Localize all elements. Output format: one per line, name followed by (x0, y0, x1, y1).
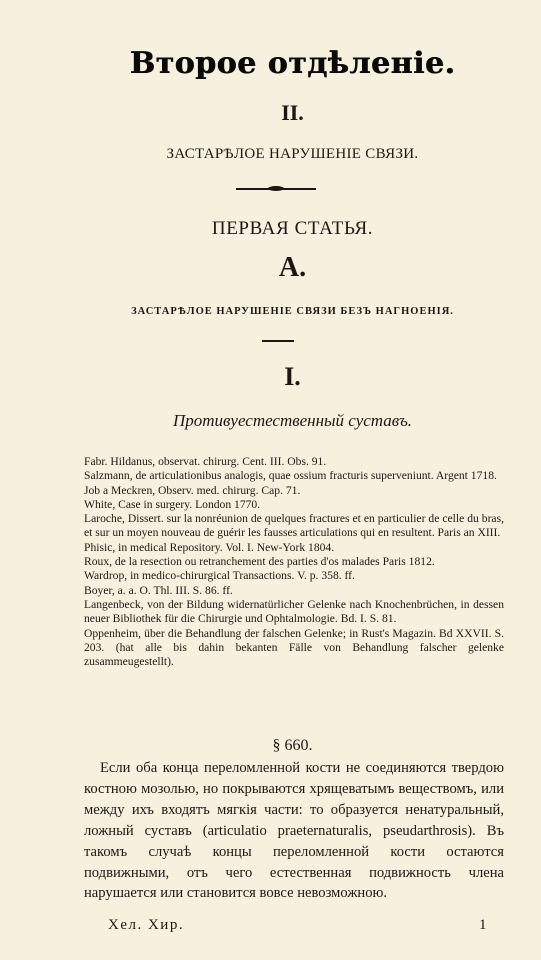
page-footer (108, 917, 488, 934)
reference-item: Oppenheim, über die Behandlung der falschen Gelenke; in Rust's Magazin. Bd XXVII. S. 203. (hat alle bis dahin bekanten Fälle von Behandlung falscher gelenke zusammeugestellt). (84, 626, 504, 669)
paragraph-number: § 660. (272, 737, 313, 754)
short-rule (262, 340, 294, 342)
reference-item: Roux, de la resection ou retranchement des parties d'os malades Paris 1812. (84, 555, 435, 569)
reference-item: Langenbeck, von der Bildung widernatürlicher Gelenke nach Knochenbrüchen, in dessen neuer Bibliothek für die Chirurgie und Ophtalmologie. Bd. I. S. 81. (84, 597, 504, 626)
footer-signature: Хел. Хир. (108, 917, 185, 933)
reference-item: Salzmann, de articulationibus analogis, quae ossium fracturis superveniunt. Argent 1718. (84, 469, 497, 483)
reference-list (84, 455, 504, 669)
letter-a-heading: А. (278, 252, 307, 283)
reference-item: Phisic, in medical Repository. Vol. I. New-York 1804. (84, 540, 335, 554)
reference-item: Wardrop, in medico-chirurgical Transactions. V. p. 358. ff. (84, 569, 355, 583)
reference-item: Laroche, Dissert. sur la nonréunion de quelques fractures et en particulier de celle du bras, et sur un moyen nouveau de guérir les fausses articulations qui en resultent. Paris an XIII. (84, 512, 504, 540)
section-subtitle: ЗАСТАРѢЛОЕ НАРУШЕНІЕ СВЯЗИ. (166, 146, 419, 162)
reference-item: White, Case in surgery. London 1770. (84, 497, 261, 511)
reference-item: Job a Meckren, Observ. med. chirurg. Cap. 71. (84, 483, 301, 497)
reference-item: Fabr. Hildanus, observat. chirurg. Cent. III. Obs. 91. (84, 455, 327, 468)
article-subtitle: ЗАСТАРѢЛОЕ НАРУШЕНІЕ СВЯЗИ БЕЗЪ НАГНОЕНІЯ. (131, 306, 454, 317)
body-paragraph: Если оба конца переломленной кости не соединяются твердою костною мозолью, но покрываются хрящеватымъ веществомъ, или между ихъ входятъ мягкія части: то образуется ненатуральный, ложный суставъ (articulatio praeternaturalis, pseudarthrosis). Въ такомъ случаѣ концы переломленной кости остаются подвижными, отъ чего естественная подвижность члена нарушается или становится вовсе невозможною. (84, 760, 504, 902)
article-title: ПЕРВАЯ СТАТЬЯ. (211, 218, 374, 239)
roman-numeral-two: II. (281, 100, 304, 125)
italic-heading: Противуестественный суставъ. (172, 411, 413, 430)
section-title: Второе отдѣленіе. (129, 46, 456, 81)
body-text (84, 758, 504, 904)
roman-numeral-one: I. (284, 362, 301, 391)
ornament-rule-center (268, 186, 284, 191)
page-number: 1 (479, 917, 488, 933)
reference-item: Boyer, a. a. O. Thl. III. S. 86. ff. (84, 583, 233, 597)
